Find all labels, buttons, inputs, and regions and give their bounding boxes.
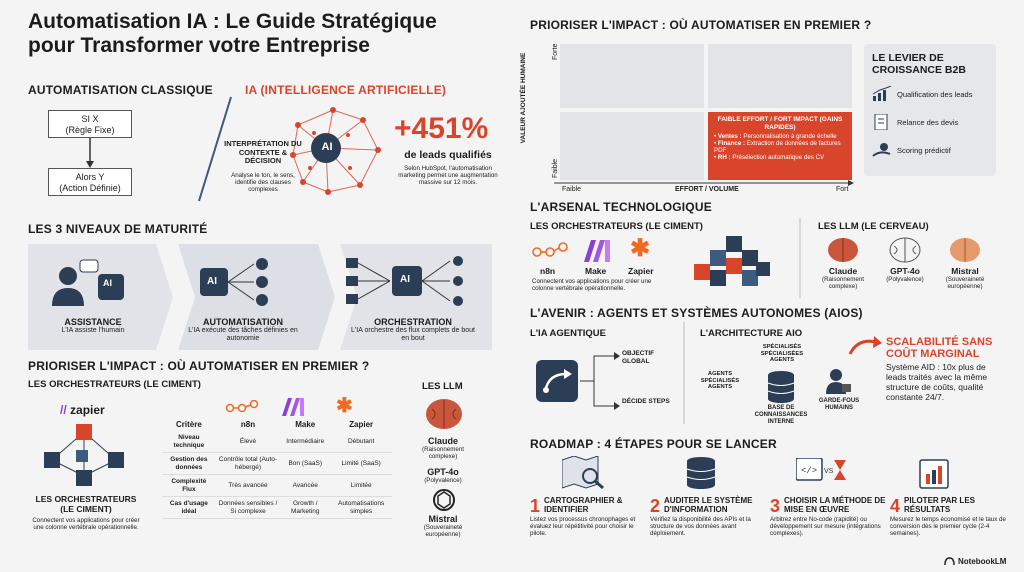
level-automatisation: AUTOMATISATION L'IA exécute des tâches définies en autonomie	[188, 317, 298, 342]
guards-label: GARDE-FOUS HUMAINS	[818, 398, 860, 411]
roadmap-step-4: 4 PILOTER PAR LES RÉSULTATS Mesurez le temps économisé et le taux de conversion dès le premier cycle (2-4 semaines).	[890, 496, 1006, 537]
x-low-label: Faible	[562, 186, 582, 193]
interp-title: INTERPRÉTATION DU CONTEXTE & DÉCISION	[224, 139, 302, 165]
orch-desc-left: Connectent vos applications pour créer une colonne vertébrale opérationnelle.	[32, 517, 140, 531]
agents-left-label: AGENTS SPÉCIALISÉS AGENTS	[700, 371, 740, 390]
tool-zapier: Zapier	[628, 266, 654, 276]
y-low-label: Faible	[552, 158, 559, 178]
stat-label: de leads qualifiés	[404, 149, 492, 161]
stat-value: +451%	[394, 112, 489, 145]
map-search-icon	[562, 456, 606, 490]
level1-ai-label: AI	[103, 278, 112, 288]
agent-icon	[536, 360, 578, 402]
branch-arrows-icon	[580, 350, 620, 412]
table-row: Cas d'usage idéal Données sensibles / Si complexe Growth / Marketing Automatisations simples	[162, 497, 392, 519]
scal-title: SCALABILITÉ SANS COÛT MARGINAL	[886, 336, 993, 360]
llm-mistral: Mistral (Souveraineté européenne)	[423, 514, 463, 538]
tool-make: Make	[585, 266, 607, 276]
claude-brain-icon	[826, 236, 860, 264]
arsenal-llm-gpt4o: GPT-4o (Polyvalence)	[886, 266, 924, 283]
classic-heading: AUTOMATISATION CLASSIQUE	[28, 83, 213, 97]
priority-heading-left: PRIORISER L'IMPACT : OÙ AUTOMATISER EN PREMIER ?	[28, 359, 370, 373]
orch-title-left: LES ORCHESTRATEURS (LE CIMENT)	[35, 494, 137, 514]
future-heading: L'AVENIR : AGENTS ET SYSTÈMES AUTONOMES (AIOS)	[530, 306, 863, 320]
table-row: Complexité Flux Très avancée Avancée Limitée	[162, 475, 392, 497]
n8n-icon	[532, 242, 568, 260]
orch-heading-left: LES ORCHESTRATEURS (LE CIMENT)	[28, 379, 201, 390]
scal-desc: Système AID : 10x plus de leads traités avec la même structure de coûts, qualité constante 24/7.	[886, 362, 988, 402]
table-row: Niveau technique Élevé Intermédiaire Débutant	[162, 431, 392, 453]
arsenal-orch-heading: LES ORCHESTRATEURS (LE CIMENT)	[530, 221, 703, 232]
hand-coin-icon	[872, 142, 892, 158]
arsenal-heading: L'ARSENAL TECHNOLOGIQUE	[530, 200, 712, 214]
arrow-down-icon	[84, 138, 96, 168]
interp-desc: Analyse le ton, le sens, identifie des clauses complexes	[231, 172, 295, 193]
steps-label: DÉCIDE STEPS	[622, 398, 670, 405]
matrix-heading: PRIORISER L'IMPACT : OÙ AUTOMATISER EN PREMIER ?	[530, 18, 872, 32]
arsenal-llm-mistral: Mistral (Souveraineté européenne)	[945, 266, 985, 290]
rule-box: SI X (Règle Fixe)	[48, 110, 132, 138]
svg-text:</>: </>	[801, 466, 818, 476]
y-axis-label: VALEUR AJOUTÉE HUMAINE	[520, 52, 527, 144]
action-box: Alors Y (Action Définie)	[48, 168, 132, 196]
level-orchestration: ORCHESTRATION L'IA orchestre des flux complets de bout en bout	[351, 317, 475, 342]
chart-document-icon	[918, 456, 952, 490]
level-assistance: ASSISTANCE L'IA assiste l'humain	[61, 317, 125, 334]
kb-label: BASE DE CONNAISSANCES INTERNE	[754, 405, 808, 425]
ai-brain-label: AI	[321, 141, 333, 153]
ai-heading: IA (INTELLIGENCE ARTIFICIELLE)	[245, 83, 447, 97]
n8n-logo-icon	[225, 400, 259, 414]
arsenal-llm-heading: LES LLM (LE CERVEAU)	[818, 221, 929, 232]
mistral-brain-icon	[948, 236, 982, 264]
vertical-divider	[798, 218, 802, 298]
priority-matrix	[560, 44, 852, 180]
llm-gpt4o: GPT-4o (Polyvalence)	[424, 467, 462, 484]
notebooklm-icon	[944, 557, 955, 566]
goal-label: OBJECTIF GLOBAL	[622, 350, 655, 365]
blocks-icon	[690, 232, 774, 290]
vertical-divider-2	[682, 322, 686, 424]
tool-n8n: n8n	[540, 266, 556, 276]
gpt-brain-icon	[888, 236, 922, 264]
arsenal-orch-desc: Connectent vos applications pour créer une colonne vertébrale opérationnelle.	[532, 278, 652, 292]
brand-logo: NotebookLM	[944, 557, 1006, 566]
x-axis-label: EFFORT / VOLUME	[675, 186, 739, 193]
maturity-heading: LES 3 NIVEAUX DE MATURITÉ	[28, 222, 208, 236]
roadmap-step-3: 3 CHOISIR LA MÉTHODE DE MISE EN ŒUVRE Arbitrez entre No-code (rapidité) ou développement sur mesure (intégrations complexes).	[770, 496, 886, 537]
curved-arrow-icon	[848, 334, 882, 356]
y-high-label: Forte	[552, 43, 559, 60]
llm-heading-left: LES LLM	[422, 381, 463, 392]
make-icon	[584, 240, 612, 262]
agentic-heading: L'IA AGENTIQUE	[530, 328, 606, 339]
quick-wins-box: FAIBLE EFFORT / FORT IMPACT (GAINS RAPIDES) • Ventes : Personnalisation à grande échelle • Finance : Extraction de données de factures PDF • RH : Présélection automatique des CV	[708, 112, 852, 180]
database-icon	[766, 370, 796, 404]
arch-heading: L'ARCHITECTURE AIO	[700, 328, 803, 339]
zapier-logo-icon: ✱	[336, 395, 353, 417]
openai-logo-icon	[432, 488, 456, 512]
page-title: Automatisation IA : Le Guide Stratégique pour Transformer votre Entreprise	[28, 10, 437, 57]
code-vs-icon	[796, 458, 848, 488]
level2-ai-label: AI	[207, 276, 217, 287]
arsenal-llm-claude: Claude (Raisonnement complexe)	[822, 266, 864, 290]
user-assist-icon	[50, 258, 130, 310]
llm-claude: Claude (Raisonnement complexe)	[422, 436, 464, 460]
roadmap-step-1: 1 CARTOGRAPHIER & IDENTIFIER Listez vos processus chronophages et évaluez leur répétitivité pour choisir le pilote.	[530, 496, 636, 537]
brain-icon	[424, 397, 464, 431]
x-high-label: Fort	[836, 186, 849, 193]
levier-panel: LE LEVIER DE CROISSANCE B2B Qualification des leads Relance des devis Scoring prédictif	[864, 44, 996, 176]
human-lock-icon	[826, 368, 852, 396]
make-logo-icon	[282, 398, 308, 416]
roadmap-heading: ROADMAP : 4 ÉTAPES POUR SE LANCER	[530, 437, 777, 451]
chart-up-icon	[872, 86, 892, 102]
level3-ai-label: AI	[400, 274, 410, 285]
svg-text:VS: VS	[824, 468, 834, 475]
cube-network-icon	[38, 420, 130, 490]
roadmap-step-2: 2 AUDITER LE SYSTÈME D'INFORMATION Vérifiez la disponibilité des APIs et la structure de vos données avant déploiement.	[650, 496, 753, 537]
table-row: Gestion des données Contrôle total (Auto-hébergé) Bon (SaaS) Limité (SaaS)	[162, 453, 392, 475]
agents-top-label: SPÉCIALISÉS SPÉCIALISÉES AGENTS	[760, 344, 804, 363]
database-stack-icon	[684, 456, 718, 490]
document-icon	[872, 114, 892, 130]
stat-desc: Selon HubSpot, l'automatisation marketing permet une augmentation massive sur 12 mois.	[398, 165, 498, 186]
zapier-icon: ✱	[630, 235, 651, 262]
comparison-table: Critère n8n Make Zapier Niveau technique Élevé Intermédiaire Débutant Gestion des données Contrôle total (Auto-hébergé) Bon (SaaS) Limité (SaaS) Complexité Flux Très avancée Avancée Limitée Cas d'usage idéal Données sensibles / Si complexe Growth / Marketing Automatisations simples	[162, 420, 392, 519]
zapier-logo: // zapier	[60, 403, 105, 417]
orchestration-icon	[346, 252, 476, 310]
